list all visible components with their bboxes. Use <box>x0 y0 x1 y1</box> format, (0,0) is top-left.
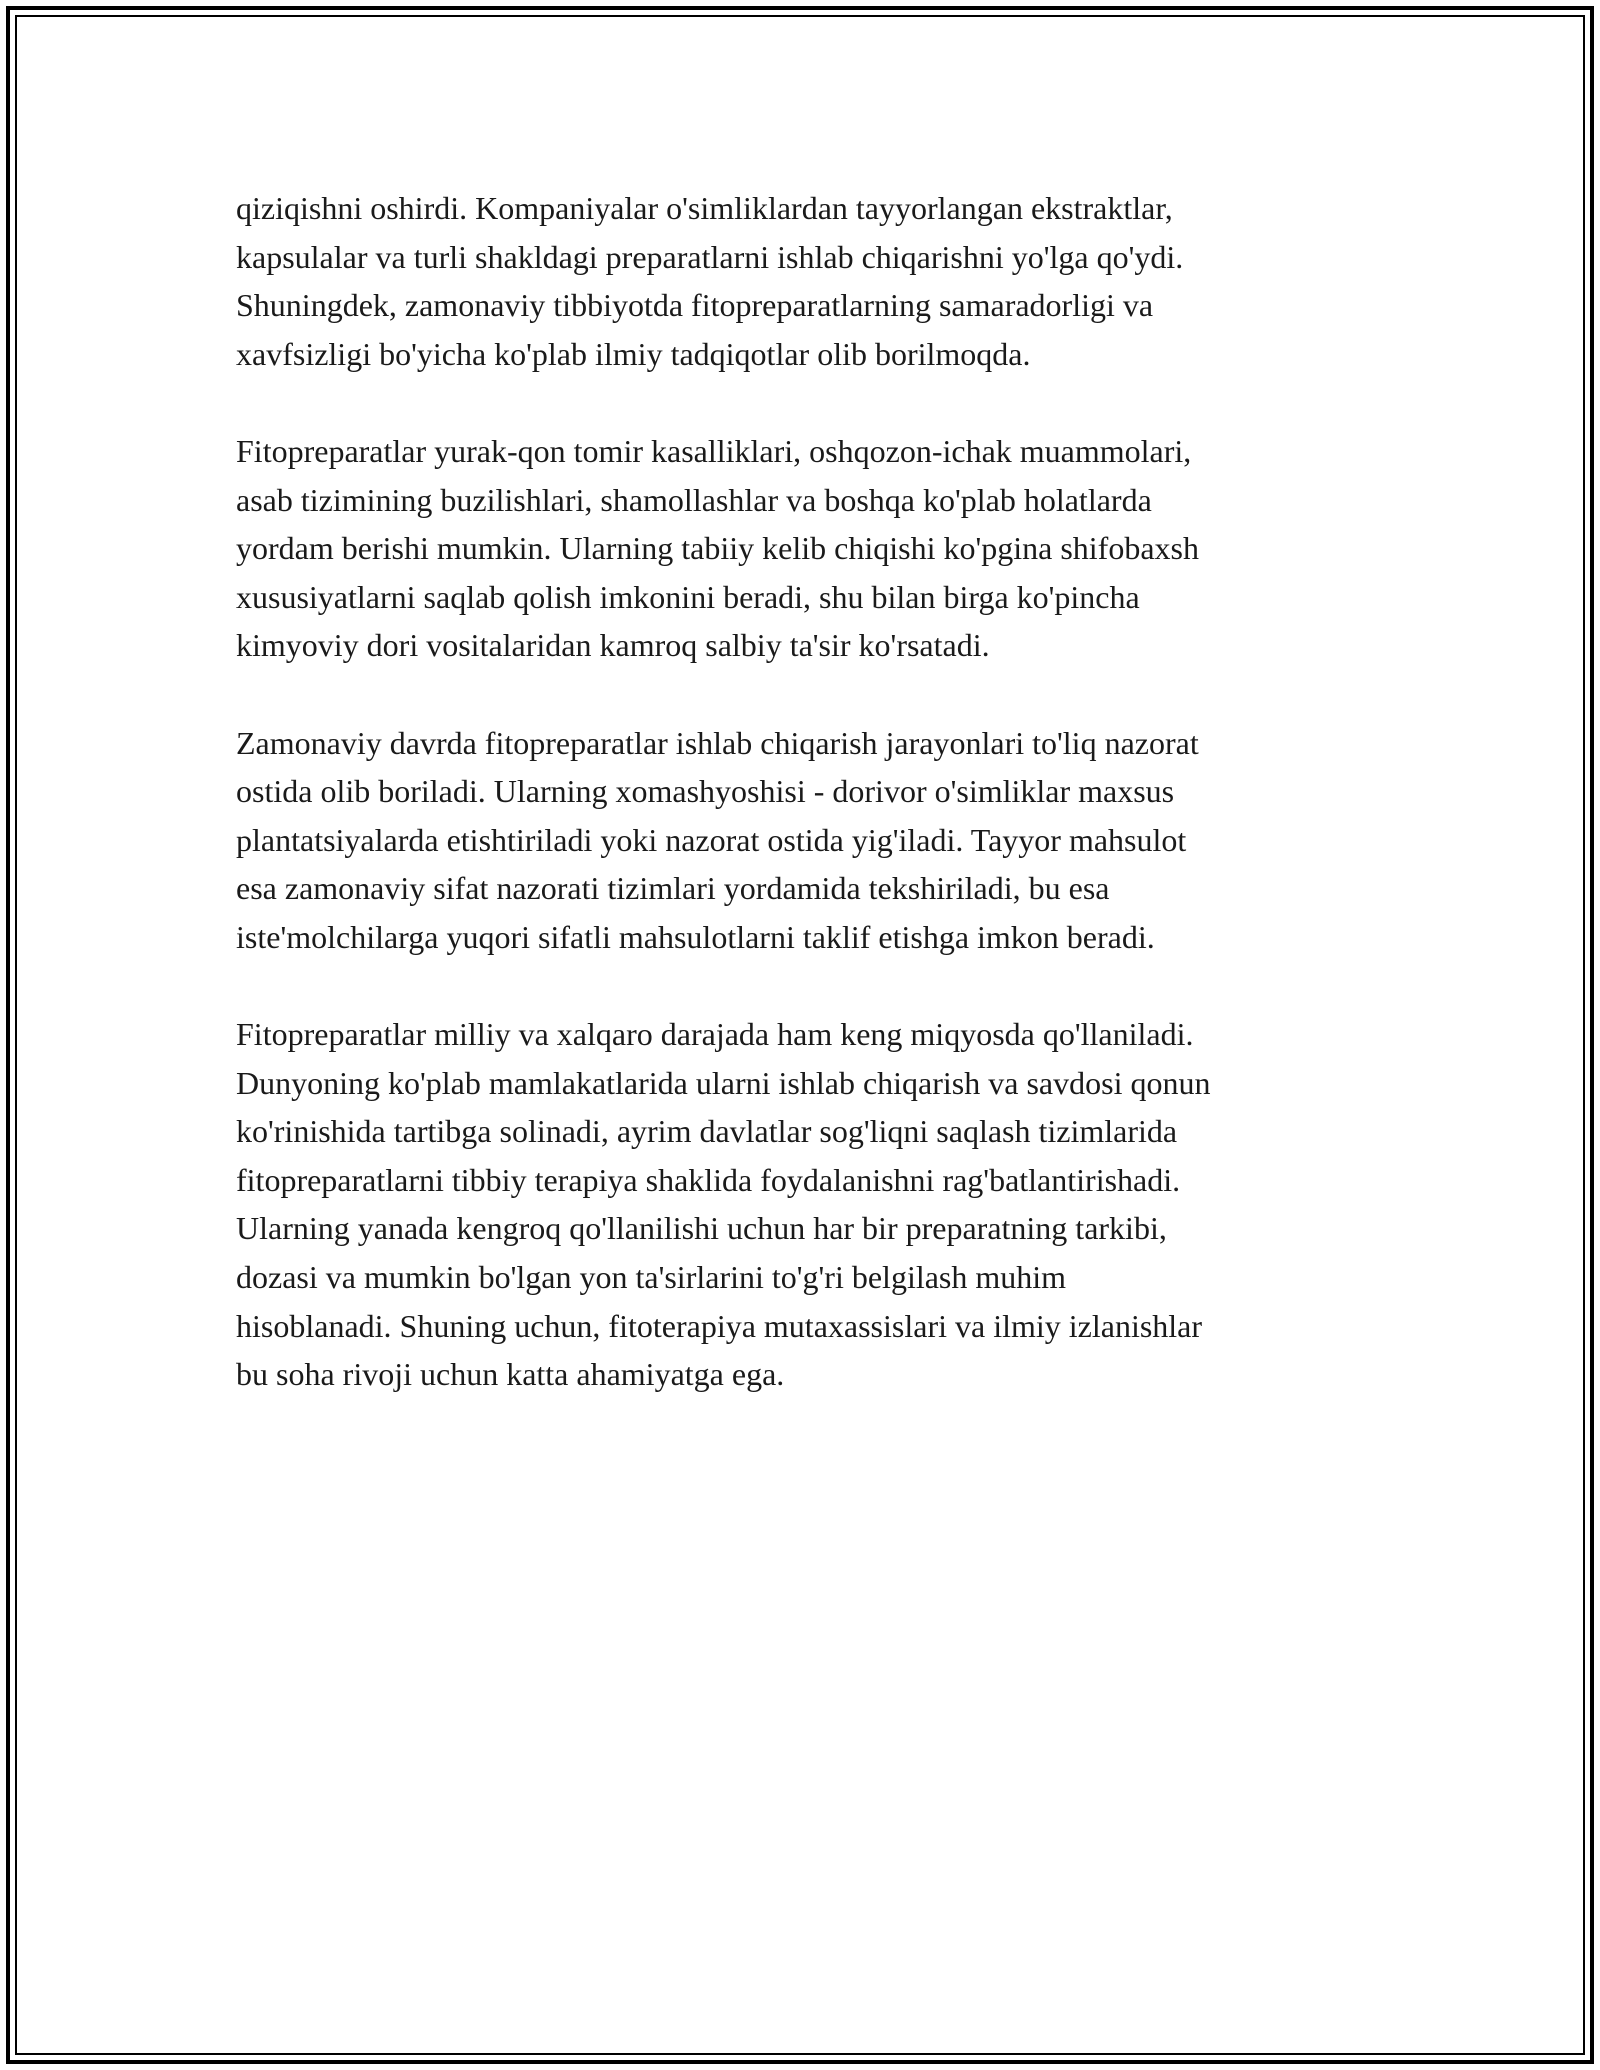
text-line: yordam berishi mumkin. Ularning tabiiy kelib chiqishi ko'pgina shifobaxsh <box>236 530 1199 567</box>
text-line: ostida olib boriladi. Ularning xomashyoshisi - dorivor o'simliklar maxsus <box>236 773 1175 810</box>
text-line: Dunyoning ko'plab mamlakatlarida ularni ishlab chiqarish va savdosi qonun <box>236 1064 1211 1101</box>
text-line: kapsulalar va turli shakldagi preparatlarni ishlab chiqarishni yo'lga qo'ydi. <box>236 238 1184 275</box>
text-line: asab tizimining buzilishlari, shamollashlar va boshqa ko'plab holatlarda <box>236 481 1152 518</box>
text-line: esa zamonaviy sifat nazorati tizimlari yordamida tekshiriladi, bu esa <box>236 870 1110 907</box>
text-line: ko'rinishida tartibga solinadi, ayrim davlatlar sog'liqni saqlash tizimlarida <box>236 1113 1178 1150</box>
paragraph-3 <box>236 719 1366 962</box>
text-line: Fitopreparatlar yurak-qon tomir kasalliklari, oshqozon-ichak muammolari, <box>236 432 1192 469</box>
text-line: xavfsizligi bo'yicha ko'plab ilmiy tadqiqotlar olib borilmoqda. <box>236 335 1031 372</box>
paragraph-1 <box>236 184 1366 378</box>
text-line: Zamonaviy davrda fitopreparatlar ishlab chiqarish jarayonlari to'liq nazorat <box>236 724 1199 761</box>
text-line: Fitopreparatlar milliy va xalqaro darajada ham keng miqyosda qo'llaniladi. <box>236 1016 1194 1053</box>
text-line: hisoblanadi. Shuning uchun, fitoterapiya mutaxassislari va ilmiy izlanishlar <box>236 1307 1203 1344</box>
paragraph-2 <box>236 427 1366 670</box>
text-line: fitopreparatlarni tibbiy terapiya shaklida foydalanishni rag'batlantirishadi. <box>236 1161 1181 1198</box>
text-line: Ularning yanada kengroq qo'llanilishi uchun har bir preparatning tarkibi, <box>236 1210 1167 1247</box>
paragraph-4 <box>236 1010 1366 1399</box>
text-line: xususiyatlarni saqlab qolish imkonini beradi, shu bilan birga ko'pincha <box>236 578 1140 615</box>
document-body <box>236 184 1366 1447</box>
text-line: bu soha rivoji uchun katta ahamiyatga ega. <box>236 1356 785 1393</box>
text-line: qiziqishni oshirdi. Kompaniyalar o'simliklardan tayyorlangan ekstraktlar, <box>236 190 1173 226</box>
text-line: Shuningdek, zamonaviy tibbiyotda fitopreparatlarning samaradorligi va <box>236 287 1154 324</box>
text-line: dozasi va mumkin bo'lgan yon ta'sirlarini to'g'ri belgilash muhim <box>236 1259 1067 1296</box>
text-line: iste'molchilarga yuqori sifatli mahsulotlarni taklif etishga imkon beradi. <box>236 918 1155 955</box>
text-line: kimyoviy dori vositalaridan kamroq salbiy ta'sir ko'rsatadi. <box>236 627 990 664</box>
text-line: plantatsiyalarda etishtiriladi yoki nazorat ostida yig'iladi. Tayyor mahsulot <box>236 821 1187 858</box>
